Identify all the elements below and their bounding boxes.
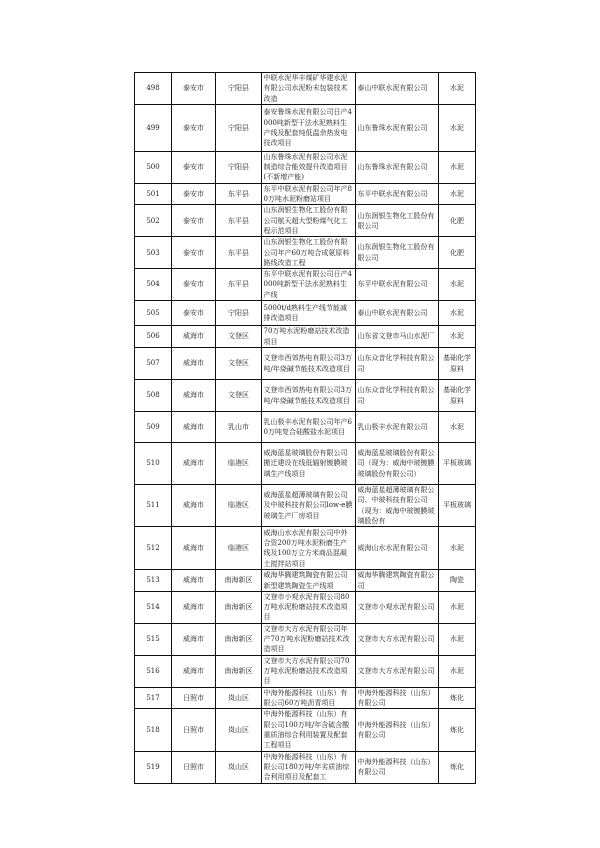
- project-name-cell: 70万吨水泥粉磨站技术改造项目: [262, 326, 356, 348]
- row-number-cell: 503: [135, 237, 172, 269]
- city-cell: 威海市: [172, 655, 216, 687]
- projects-table: [134, 72, 476, 784]
- table-row: [135, 380, 476, 412]
- company-cell: 威海华腾建筑陶瓷有限公司: [356, 570, 439, 592]
- company-cell: 乳山极丰水泥有限公司: [356, 412, 439, 443]
- project-name-cell: 文登市西郊热电有限公司3万吨/年烧碱节能技术改造项目: [262, 380, 356, 412]
- table-row: [135, 205, 476, 237]
- city-cell: 威海市: [172, 443, 216, 485]
- county-cell: 文登区: [216, 348, 262, 380]
- company-cell: 山东鲁珠水泥有限公司: [356, 104, 439, 151]
- sector-cell: 水泥: [439, 655, 476, 687]
- company-cell: 文登市大方水泥有限公司: [356, 623, 439, 655]
- city-cell: 威海市: [172, 570, 216, 592]
- county-cell: 岚山区: [216, 709, 262, 751]
- city-cell: 威海市: [172, 591, 216, 623]
- sector-cell: 水泥: [439, 183, 476, 205]
- sector-cell: 水泥: [439, 151, 476, 183]
- table-row: [135, 269, 476, 301]
- city-cell: 威海市: [172, 380, 216, 412]
- sector-cell: 水泥: [439, 73, 476, 105]
- table-row: [135, 183, 476, 205]
- project-name-cell: 文登市大方水泥有限公司70万吨水泥粉磨站技术改造项目: [262, 655, 356, 687]
- sector-cell: 水泥: [439, 623, 476, 655]
- project-name-cell: 乳山极丰水泥有限公司年产60万吨复合硅酸盐水泥项目: [262, 412, 356, 443]
- row-number-cell: 515: [135, 623, 172, 655]
- city-cell: 泰安市: [172, 237, 216, 269]
- company-cell: 泰山中联水泥有限公司: [356, 301, 439, 326]
- table-row: [135, 348, 476, 380]
- sector-cell: 炼化: [439, 687, 476, 709]
- project-name-cell: 中联水泥华丰煤矿华建水泥有限公司水泥粉末包装技术改造: [262, 73, 356, 105]
- table-row: [135, 623, 476, 655]
- county-cell: 宁阳县: [216, 301, 262, 326]
- table-row: [135, 751, 476, 783]
- row-number-cell: 512: [135, 527, 172, 570]
- project-name-cell: 文登市小观水泥有限公司80万吨水泥粉磨站技术改造项目: [262, 591, 356, 623]
- project-name-cell: 山东润银生物化工股份有限公司年产60万吨合成氨原料路线改造工程: [262, 237, 356, 269]
- project-name-cell: 中海外能源科技（山东）有限公司100万吨/年含硫含酸重质油综合利用装置及配套工程项目: [262, 709, 356, 751]
- sector-cell: 平板玻璃: [439, 443, 476, 485]
- sector-cell: 水泥: [439, 527, 476, 570]
- city-cell: 泰安市: [172, 183, 216, 205]
- table-row: [135, 151, 476, 183]
- project-name-cell: 文登市大方水泥有限公司年产70万吨水泥粉磨站技术改造项目: [262, 623, 356, 655]
- project-name-cell: 泰安鲁珠水泥有限公司日产4000吨新型干法水泥熟料生产线及配套纯低温余热发电技改项目: [262, 104, 356, 151]
- sector-cell: 炼化: [439, 751, 476, 783]
- row-number-cell: 513: [135, 570, 172, 592]
- county-cell: 南海新区: [216, 591, 262, 623]
- sector-cell: 基础化学原料: [439, 348, 476, 380]
- county-cell: 乳山市: [216, 412, 262, 443]
- row-number-cell: 501: [135, 183, 172, 205]
- county-cell: 南海新区: [216, 655, 262, 687]
- row-number-cell: 504: [135, 269, 172, 301]
- city-cell: 日照市: [172, 709, 216, 751]
- row-number-cell: 511: [135, 485, 172, 527]
- row-number-cell: 508: [135, 380, 172, 412]
- county-cell: 东平县: [216, 205, 262, 237]
- row-number-cell: 519: [135, 751, 172, 783]
- table-row: [135, 687, 476, 709]
- city-cell: 威海市: [172, 485, 216, 527]
- city-cell: 泰安市: [172, 73, 216, 105]
- company-cell: 文登市大方水泥有限公司: [356, 655, 439, 687]
- row-number-cell: 500: [135, 151, 172, 183]
- sector-cell: 基础化学原料: [439, 380, 476, 412]
- county-cell: 东平县: [216, 237, 262, 269]
- county-cell: 东平县: [216, 269, 262, 301]
- table-row: [135, 709, 476, 751]
- company-cell: 山东众音化学科技有限公司: [356, 380, 439, 412]
- sector-cell: 化肥: [439, 205, 476, 237]
- city-cell: 泰安市: [172, 205, 216, 237]
- company-cell: 泰山中联水泥有限公司: [356, 73, 439, 105]
- city-cell: 日照市: [172, 687, 216, 709]
- county-cell: 宁阳县: [216, 104, 262, 151]
- sector-cell: 炼化: [439, 709, 476, 751]
- county-cell: 南海新区: [216, 623, 262, 655]
- county-cell: 宁阳县: [216, 73, 262, 105]
- table-row: [135, 443, 476, 485]
- project-name-cell: 威海华腾建筑陶瓷有限公司新型建筑陶瓷生产线项: [262, 570, 356, 592]
- row-number-cell: 518: [135, 709, 172, 751]
- county-cell: 东平县: [216, 183, 262, 205]
- row-number-cell: 509: [135, 412, 172, 443]
- project-name-cell: 山东鲁珠水泥有限公司水泥制造综合能效提升改造项目(不新增产能): [262, 151, 356, 183]
- project-name-cell: 文登市西郊热电有限公司3万吨/年烧碱节能技术改造项目: [262, 348, 356, 380]
- table-row: [135, 412, 476, 443]
- table-row: [135, 301, 476, 326]
- city-cell: 威海市: [172, 527, 216, 570]
- table-row: [135, 326, 476, 348]
- city-cell: 泰安市: [172, 301, 216, 326]
- sector-cell: 陶瓷: [439, 570, 476, 592]
- row-number-cell: 507: [135, 348, 172, 380]
- table-row: [135, 485, 476, 527]
- project-name-cell: 中海外能源科技（山东）有限公司180万吨/年劣质油综合利用项目及配套工: [262, 751, 356, 783]
- sector-cell: 水泥: [439, 326, 476, 348]
- table-row: [135, 655, 476, 687]
- city-cell: 泰安市: [172, 151, 216, 183]
- table-row: [135, 73, 476, 105]
- company-cell: 威海山水水泥有限公司: [356, 527, 439, 570]
- city-cell: 威海市: [172, 623, 216, 655]
- county-cell: 临港区: [216, 485, 262, 527]
- company-cell: 中海外能源科技（山东）有限公司: [356, 751, 439, 783]
- table-row: [135, 570, 476, 592]
- sector-cell: 水泥: [439, 591, 476, 623]
- city-cell: 泰安市: [172, 269, 216, 301]
- company-cell: 东平中联水泥有限公司: [356, 269, 439, 301]
- table-row: [135, 104, 476, 151]
- county-cell: 宁阳县: [216, 151, 262, 183]
- project-name-cell: 东平中联水泥有限公司日产4000吨新型干法水泥熟料生产线: [262, 269, 356, 301]
- row-number-cell: 510: [135, 443, 172, 485]
- table-row: [135, 237, 476, 269]
- company-cell: 山东润银生物化工股份有限公司: [356, 205, 439, 237]
- row-number-cell: 505: [135, 301, 172, 326]
- row-number-cell: 502: [135, 205, 172, 237]
- company-cell: 山东润银生物化工股份有限公司: [356, 237, 439, 269]
- county-cell: 南海新区: [216, 570, 262, 592]
- row-number-cell: 516: [135, 655, 172, 687]
- county-cell: 文登区: [216, 380, 262, 412]
- company-cell: 山东省文登市马山水泥厂: [356, 326, 439, 348]
- city-cell: 威海市: [172, 412, 216, 443]
- city-cell: 泰安市: [172, 104, 216, 151]
- row-number-cell: 498: [135, 73, 172, 105]
- company-cell: 山东鲁珠水泥有限公司: [356, 151, 439, 183]
- company-cell: 威海蓝星玻璃股份有限公司（现为：威海中玻镀膜玻璃股份有限公司）: [356, 443, 439, 485]
- company-cell: 中海外能源科技（山东）有限公司: [356, 709, 439, 751]
- company-cell: 东平中联水泥有限公司: [356, 183, 439, 205]
- sector-cell: 水泥: [439, 301, 476, 326]
- county-cell: 临港区: [216, 443, 262, 485]
- city-cell: 威海市: [172, 326, 216, 348]
- city-cell: 威海市: [172, 348, 216, 380]
- sector-cell: 平板玻璃: [439, 485, 476, 527]
- city-cell: 日照市: [172, 751, 216, 783]
- row-number-cell: 506: [135, 326, 172, 348]
- project-name-cell: 威海蓝星超薄玻璃有限公司及中玻科技有限公司low-e膜玻璃生产厂房项目: [262, 485, 356, 527]
- project-name-cell: 山东润银生物化工股份有限公司航天超大型粉煤气化工程示范项目: [262, 205, 356, 237]
- table-row: [135, 591, 476, 623]
- county-cell: 文登区: [216, 326, 262, 348]
- projects-table-body: [135, 73, 476, 784]
- project-name-cell: 5000t/d熟料生产线节能减排改造项目: [262, 301, 356, 326]
- row-number-cell: 499: [135, 104, 172, 151]
- table-row: [135, 527, 476, 570]
- company-cell: 山东众音化学科技有限公司: [356, 348, 439, 380]
- project-name-cell: 东平中联水泥有限公司年产80万吨水泥粉磨站项目: [262, 183, 356, 205]
- county-cell: 临港区: [216, 527, 262, 570]
- sector-cell: 水泥: [439, 269, 476, 301]
- project-name-cell: 威海山水水泥有限公司中外合资200万吨水泥粉磨生产线及100万立方米商品混凝土搅拌站项目: [262, 527, 356, 570]
- county-cell: 岚山区: [216, 751, 262, 783]
- company-cell: 文登市小观水泥有限公司: [356, 591, 439, 623]
- row-number-cell: 514: [135, 591, 172, 623]
- project-name-cell: 威海蓝星玻璃股份有限公司搬迁建设在线低辐射镀膜玻璃生产线项目: [262, 443, 356, 485]
- company-cell: 中海外能源科技（山东）有限公司: [356, 687, 439, 709]
- county-cell: 岚山区: [216, 687, 262, 709]
- sector-cell: 化肥: [439, 237, 476, 269]
- sector-cell: 水泥: [439, 104, 476, 151]
- sector-cell: 水泥: [439, 412, 476, 443]
- project-name-cell: 中海外能源科技（山东）有限公司60万吨沥青项目: [262, 687, 356, 709]
- row-number-cell: 517: [135, 687, 172, 709]
- company-cell: 威海蓝星超薄玻璃有限公司、中玻科技有限公司（现为：威海中玻镀膜玻璃股份有: [356, 485, 439, 527]
